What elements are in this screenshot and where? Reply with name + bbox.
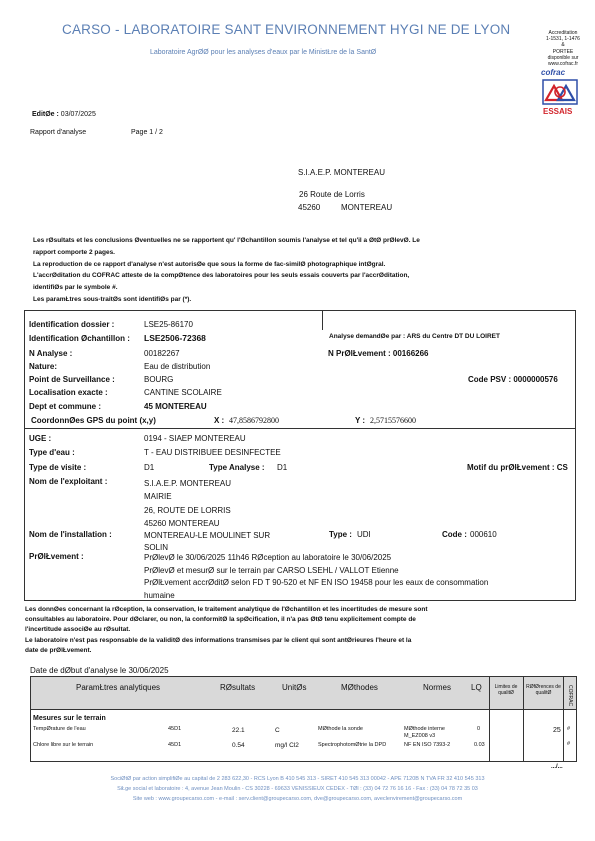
header-refs: RØfØrences de qualitØ (526, 684, 561, 696)
note-line: consultables au laboratoire. Pour dØclarer, ou non, la conformitØ la spØcification, il n'a pas ØtØ tenu explicitement compte de (25, 616, 416, 624)
installation-label: Nom de l'installation : (29, 530, 112, 539)
n-analyse-value: 00182267 (144, 349, 180, 358)
installation-line: SOLIN (144, 543, 169, 552)
recipient-city: MONTEREAU (341, 203, 393, 212)
code-psv: Code PSV : 0000000576 (468, 375, 558, 384)
prelevement-line: PrØlŁvement accrØditØ selon FD T 90-520 et NF EN ISO 19458 pour les eaux de consommation (144, 578, 489, 588)
results-header-separator (30, 709, 576, 710)
row-reference: 25 (553, 727, 561, 734)
requested-by: Analyse demandØe par : ARS du Centre DT DU LOIRET (329, 333, 500, 340)
accreditation-line: www.cofrac.fr (547, 61, 578, 68)
installation-line: MONTEREAU-LE MOULINET SUR (144, 531, 271, 540)
gps-y-value: 2,5715576600 (370, 416, 416, 425)
edited-label: EditØe : (32, 111, 59, 118)
prelevement-line: PrØlevØ le 30/06/2025 11h46 RØception au laboratoire le 30/06/2025 (144, 553, 392, 562)
localisation-value: CANTINE SCOLAIRE (144, 388, 222, 397)
accreditation-line: 1-1531, 1-1476 (546, 36, 580, 43)
sample-box-divider (322, 310, 323, 330)
type-eau-value: T - EAU DISTRIBUEE DESINFECTEE (144, 448, 281, 457)
prelevement-line: humaine (144, 590, 175, 600)
exploitant-label: Nom de l'exploitant : (29, 477, 108, 486)
row-unit: C (275, 727, 280, 734)
uge-value: 0194 - SIAEP MONTEREAU (144, 434, 246, 443)
accreditation-line: PORTEE (552, 48, 574, 55)
header-cofrac: COFRAC (567, 685, 573, 707)
exploitant-line: 26, ROUTE DE LORRIS (144, 505, 231, 515)
n-prelevement: N PrØlŁvement : 00166266 (328, 349, 429, 358)
point-value: BOURG (144, 375, 174, 384)
dossier-label: Identification dossier : (29, 320, 115, 329)
recipient-postcode: 45260 (298, 203, 321, 212)
code-label: Code : (442, 530, 467, 539)
row-param-name: TempØrature de l'eau (33, 726, 86, 732)
row-cofrac: # (567, 741, 571, 747)
row-result: 22.1 (232, 727, 245, 734)
header-lq: LQ (471, 683, 482, 692)
analysis-start-date: Date de dØbut d'analyse le 30/06/2025 (30, 666, 169, 675)
row-param-name: Chlore libre sur le terrain (33, 742, 94, 748)
disclaimer-line: Les rØsultats et les conclusions Øventuelles ne se rapportent qu' l'Øchantillon soumis l'analyse et tel qu'il a ØtØ prØlevØ. Le (33, 237, 420, 244)
echantillon-label: Identification Øchantillon : (29, 334, 130, 343)
recipient-name: S.I.A.E.P. MONTEREAU (298, 168, 385, 177)
type-label: Type : (329, 530, 352, 539)
row-norm (404, 726, 445, 740)
cofrac-logo-text: cofrac (541, 68, 566, 77)
note-line: l'incertitude associØe au rØsultat. (25, 626, 131, 634)
row-norm-line: MØthode interne (404, 726, 445, 732)
row-param-code: 45D1 (168, 726, 182, 732)
motif: Motif du prØlŁvement : CS (467, 463, 568, 472)
type-eau-label: Type d'eau : (29, 448, 75, 457)
localisation-label: Localisation exacte : (29, 388, 108, 397)
row-method: MØthode la sonde (318, 726, 363, 732)
row-norm: NF EN ISO 7393-2 (404, 742, 451, 748)
prelevement-label: PrØlŁvement : (29, 552, 84, 561)
accreditation-line: & (561, 42, 565, 49)
edited-date (32, 111, 96, 118)
n-analyse-label: N Analyse : (29, 349, 73, 358)
exploitant-line: 45260 MONTEREAU (144, 518, 220, 528)
results-col-divider (523, 676, 524, 761)
row-lq: 0 (477, 726, 481, 732)
note-line: Les donnØes concernant la rØception, la conservation, le traitement analytique de l'Øchantillon et les incertitudes de mesure sont (25, 606, 428, 613)
disclaimer-line: La reproduction de ce rapport d'analyse n'est autorisØe que sous la forme de fac-similØ photographique intØgral. (33, 260, 386, 268)
point-label: Point de Surveillance : (29, 375, 115, 384)
header-method: MØthodes (341, 683, 378, 692)
essais-label: ESSAIS (543, 107, 573, 116)
table-section-title: Mesures sur le terrain (33, 715, 106, 722)
exploitant-address (144, 477, 231, 530)
gps-x-value: 47,8586792800 (229, 416, 279, 425)
accreditation-line: Accreditation (548, 30, 578, 36)
header-limits: Limites de qualitØ (494, 684, 518, 696)
uge-label: UGE : (29, 434, 52, 443)
note-line: Le laboratoire n'est pas responsable de la validitØ des informations transmises par le client qui sont antØrieures l'heure et la (25, 636, 412, 644)
notes (25, 605, 427, 656)
row-cofrac: # (567, 726, 571, 732)
disclaimer-line: rapport comporte 2 pages. (33, 248, 115, 256)
gps-label: CoordonnØes GPS du point (x,y) (31, 416, 156, 425)
type-visite-label: Type de visite : (29, 463, 87, 472)
prelevement-line: PrØlevØ et mesurØ sur le terrain par CARSO LSEHL / VALLOT Etienne (144, 565, 399, 575)
recipient-street: 26 Route de Lorris (299, 190, 365, 199)
continued-marker: .../... (551, 764, 563, 770)
dossier-value: LSE25-86170 (144, 320, 193, 329)
lab-title: CARSO - LABORATOIRE SANT ENVIRONNEMENT HYGI NE DE LYON (62, 22, 511, 37)
accreditation-line: disponible sur (547, 54, 579, 61)
code-value: 000610 (470, 530, 497, 539)
row-param-code: 45D1 (168, 742, 182, 748)
type-analyse-value: D1 (277, 463, 288, 472)
nature-label: Nature: (29, 362, 58, 371)
header-result: RØsultats (220, 683, 256, 692)
sample-box-separator (24, 428, 575, 429)
footer-line: Site web : www.groupecarso.com - e-mail : serv.client@groupecarso.com, dve@groupecarso.com, aveclenvirement@groupecarso.com (132, 796, 463, 802)
type-analyse-label: Type Analyse : (209, 463, 265, 472)
row-method: SpectrophotomØtrie la DPD (318, 742, 387, 748)
row-lq: 0.03 (474, 742, 485, 748)
row-unit: mg/l Cl2 (275, 742, 299, 749)
lab-subtitle: Laboratoire AgrØØ pour les analyses d'eaux par le MinistŁre de la SantØ (150, 49, 377, 56)
type-visite-value: D1 (144, 463, 155, 472)
prelevement-details (144, 552, 488, 602)
exploitant-line: S.I.A.E.P. MONTEREAU (144, 479, 231, 488)
gps-y-label: Y : (355, 416, 366, 425)
dept-value: 45 MONTEREAU (144, 402, 207, 411)
disclaimer (33, 235, 420, 306)
row-result: 0.54 (232, 742, 245, 749)
echantillon-value: LSE2506-72368 (144, 333, 206, 343)
disclaimer-line: Les paramŁtres sous-traitØs sont identifiØs par (*). (33, 295, 192, 303)
header-unit: UnitØs (282, 683, 307, 692)
header-norm: Normes (423, 683, 452, 692)
accreditation-text (543, 30, 583, 67)
report-type: Rapport d'analyse (30, 129, 87, 136)
row-norm-line: M_EZ008 v3 (404, 733, 436, 739)
results-col-divider (489, 676, 490, 761)
results-col-divider (563, 676, 564, 761)
type-value: UDI (357, 530, 371, 539)
footer-line: SiŁge social et laboratoire : 4, avenue Jean Moulin - CS 30228 - 69633 VENISSIEUX CEDEX - TØl : (33) 04 72 76 16 16 - Fax : (33) 04 78 72 35 03 (117, 786, 478, 792)
edited-value: 03/07/2025 (60, 111, 96, 118)
disclaimer-line: identifiØs par le symbole #. (33, 284, 118, 292)
dept-label: Dept et commune : (29, 402, 102, 411)
header-param: ParamŁtres analytiques (76, 683, 161, 692)
exploitant-line: MAIRIE (144, 492, 172, 502)
installation-name (144, 530, 270, 554)
note-line: date de prØlŁvement. (25, 646, 92, 654)
cofrac-logo-icon (542, 78, 578, 106)
nature-value: Eau de distribution (144, 362, 211, 371)
footer-line: SociØtØ par action simplifiØe au capital de 2 283 622,30 - RCS Lyon B 410 545 313 - SIRET 410 545 313 00042 - APE 7120B N TVA FR 32 410 545 313 (110, 776, 485, 782)
gps-x-label: X : (214, 416, 225, 425)
page-number: Page 1 / 2 (131, 129, 163, 136)
disclaimer-line: L'accrØditation du COFRAC atteste de la compØtence des laboratoires pour les seuls essais couverts par l'accrØditation, (33, 272, 410, 280)
